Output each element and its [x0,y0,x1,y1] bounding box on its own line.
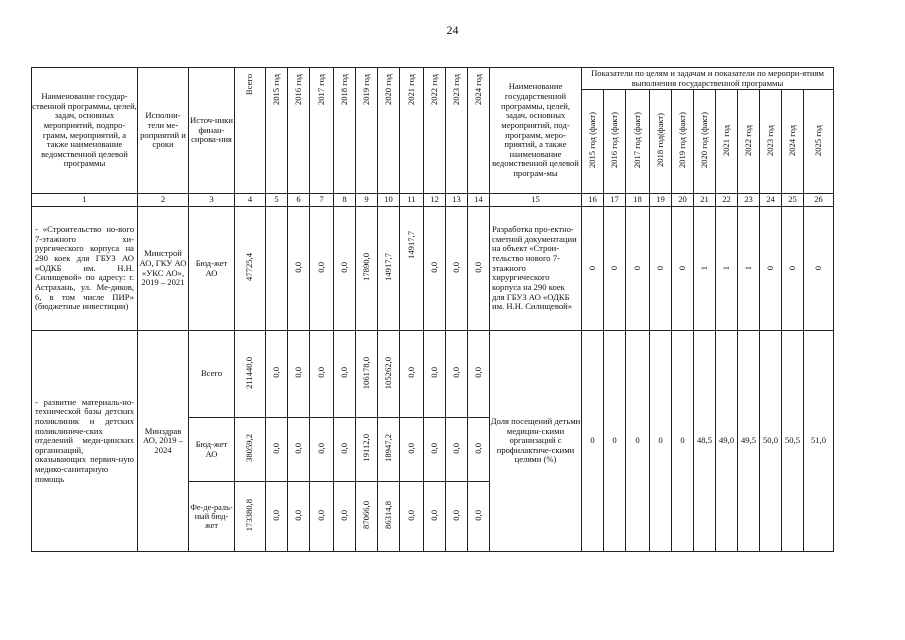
row1-year-cell: 0,0 [310,207,334,331]
row2-year-cell: 0,0 [424,482,446,552]
header-year: 2021 год [400,68,424,194]
column-number: 14 [468,194,490,207]
row2-year-cell: 106178,0 [356,331,378,418]
column-number: 15 [490,194,582,207]
row1-indicator-value: 1 [694,207,716,331]
column-number: 17 [604,194,626,207]
column-number: 16 [582,194,604,207]
header-indicator-year: 2015 год (факт) [582,90,604,194]
row1-indicator-value: 0 [604,207,626,331]
row1-indicator-value: 1 [738,207,760,331]
row2-year-cell: 105262,0 [378,331,400,418]
header-year: 2016 год [288,68,310,194]
column-number: 10 [378,194,400,207]
column-number: 26 [804,194,834,207]
header-indicator-year: 2018 год(факт) [650,90,672,194]
column-number: 11 [400,194,424,207]
row2-year-cell: 0,0 [446,418,468,482]
row2-year-cell: 0,0 [468,418,490,482]
row1-indicator-value: 0 [672,207,694,331]
row2-year-cell: 0,0 [310,418,334,482]
row2-source: Фе-де-раль-ный бюд-жет [189,482,235,552]
column-number: 1 [32,194,138,207]
header-indicator-year: 2024 год [782,90,804,194]
column-number: 25 [782,194,804,207]
header-year: 2022 год [424,68,446,194]
row2-year-cell: 87066,0 [356,482,378,552]
row2-year-cell: 0,0 [266,482,288,552]
row1-year-cell: 14917,7 [400,207,424,331]
row2-indicator-value: 49,5 [738,331,760,552]
row2-year-cell: 0,0 [266,418,288,482]
column-number: 21 [694,194,716,207]
column-number: 18 [626,194,650,207]
row2-indicator-value: 51,0 [804,331,834,552]
program-table [31,67,834,552]
row2-indicator-value: 50,0 [760,331,782,552]
header-year: 2020 год [378,68,400,194]
column-number: 6 [288,194,310,207]
row2-year-cell: 19112,0 [356,418,378,482]
row2-year-cell: 0,0 [424,418,446,482]
row2-year-cell: 0,0 [446,482,468,552]
row2-year-cell: 0,0 [310,331,334,418]
row2-name: - развитие материаль-но-технической базы детских поликлиник и детских поликлиниче-ских отделений меди-цинских организаций, оказывающих первич-ную медико-санитарную помощь [32,331,138,552]
header-indicator-year: 2023 год [760,90,782,194]
row2-year-cell: 0,0 [424,331,446,418]
row1-indicator-value: 1 [716,207,738,331]
header-indicator-year: 2017 год (факт) [626,90,650,194]
row1-indicator-value: 0 [582,207,604,331]
row2-year-cell: 0,0 [446,331,468,418]
header-indicator-year: 2022 год [738,90,760,194]
row2-indicator-value: 0 [650,331,672,552]
row2-year-cell: 86314,8 [378,482,400,552]
header-sources: Источ-ники финан-сирова-ния [189,68,235,194]
header-year: 2018 год [334,68,356,194]
header-year: 2024 год [468,68,490,194]
row1-year-cell: 0,0 [446,207,468,331]
row2-year-cell: 0,0 [266,331,288,418]
row1-indicator: Разработка про-ектно-сметной документации на объект «Строи-тельство нового 7-этажного хирургического корпуса на 290 коек для ГБУЗ АО «ОДКБ им. Н.Н. Силищевой» [490,207,582,331]
row1-indicator-value: 0 [760,207,782,331]
row2-indicator: Доля посещений детьми медицин-скими организаций с профилактиче-скими целями (%) [490,331,582,552]
column-number: 13 [446,194,468,207]
row2-total: 38059,2 [235,418,266,482]
row2-year-cell: 0,0 [310,482,334,552]
column-number: 22 [716,194,738,207]
row1-total: 47725,4 [235,207,266,331]
row1-name: - «Строительство но-вого 7-этажного хи-рургического корпуса на 290 коек для ГБУЗ АО «ОДКБ им. Н.Н. Силищевой» по адресу: г. Астрахань, ул. Ме-диков, 6, в том числе ПИР» (бюджетные инвестиции) [32,207,138,331]
row1-indicator-value: 0 [804,207,834,331]
column-number: 9 [356,194,378,207]
row1-year-cell: 0,0 [334,207,356,331]
row2-year-cell: 0,0 [288,331,310,418]
row1-year-cell [266,207,288,331]
row1-executor: Минстрой АО, ГКУ АО «УКС АО», 2019 – 2021 [138,207,189,331]
column-number: 8 [334,194,356,207]
header-year: 2017 год [310,68,334,194]
column-number: 23 [738,194,760,207]
row2-source: Всего [189,331,235,418]
row2-indicator-value: 48,5 [694,331,716,552]
row2-indicator-value: 50,5 [782,331,804,552]
row2-total: 173380,8 [235,482,266,552]
table-row [32,331,834,418]
column-number: 2 [138,194,189,207]
header-indicator-year: 2020 год (факт) [694,90,716,194]
header-year: 2023 год [446,68,468,194]
header-row [32,68,834,90]
header-name: Наименование государ-ственной программы, целей, задач, основных мероприятий, подпро-грамм, мероприятий, а также наименование ведомственной целевой программы [32,68,138,194]
row1-indicator-value: 0 [782,207,804,331]
header-year: 2015 год [266,68,288,194]
column-number: 3 [189,194,235,207]
row1-year-cell: 0,0 [288,207,310,331]
row2-indicator-value: 0 [672,331,694,552]
row2-indicator-value: 0 [582,331,604,552]
row2-year-cell: 0,0 [334,331,356,418]
row2-year-cell: 0,0 [334,482,356,552]
row2-year-cell: 18947,2 [378,418,400,482]
row1-indicator-value: 0 [626,207,650,331]
row2-year-cell: 0,0 [288,482,310,552]
header-year: 2019 год [356,68,378,194]
header-executors: Исполни-тели ме-роприятий и сроки [138,68,189,194]
row2-indicator-value: 0 [626,331,650,552]
row2-indicator-value: 49,0 [716,331,738,552]
column-number: 4 [235,194,266,207]
header-indicator-year: 2021 год [716,90,738,194]
row1-indicator-value: 0 [650,207,672,331]
header-indicator-year: 2016 год (факт) [604,90,626,194]
column-number: 20 [672,194,694,207]
row2-executor: Минздрав АО, 2019 – 2024 [138,331,189,552]
column-number: 12 [424,194,446,207]
column-number: 24 [760,194,782,207]
row2-year-cell: 0,0 [400,331,424,418]
row2-year-cell: 0,0 [400,482,424,552]
row2-year-cell: 0,0 [468,331,490,418]
row1-year-cell: 14917,7 [378,207,400,331]
header-total: Всего [235,68,266,194]
row1-source: Бюд-жет АО [189,207,235,331]
row1-year-cell: 17890,0 [356,207,378,331]
row1-year-cell: 0,0 [468,207,490,331]
table-row [32,207,834,331]
row2-year-cell: 0,0 [400,418,424,482]
page-number: 24 [446,23,459,37]
column-number: 7 [310,194,334,207]
row2-year-cell: 0,0 [334,418,356,482]
header-indicator-year: 2019 год (факт) [672,90,694,194]
row2-year-cell: 0,0 [468,482,490,552]
column-number-row [32,194,834,207]
row2-total: 211440,0 [235,331,266,418]
header-indicators-group: Показатели по целям и задачам и показатели по меропри-ятиям выполнения государственной программы [582,68,834,90]
row2-year-cell: 0,0 [288,418,310,482]
column-number: 19 [650,194,672,207]
row2-indicator-value: 0 [604,331,626,552]
row1-year-cell: 0,0 [424,207,446,331]
row2-source: Бюд-жет АО [189,418,235,482]
header-indicator-year: 2025 год [804,90,834,194]
column-number: 5 [266,194,288,207]
header-indicator-name: Наименование государственной программы, целей, задач, основных мероприятий, под-программ, меро-приятий, а также наименование ведомственной целевой програм-мы [490,68,582,194]
